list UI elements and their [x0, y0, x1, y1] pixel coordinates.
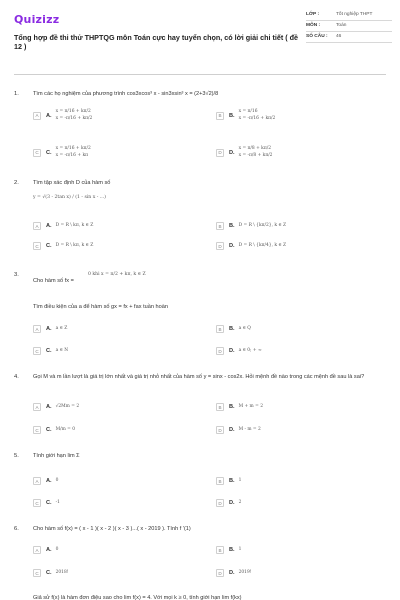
option-b[interactable] — [216, 222, 286, 230]
question-number: 5. — [14, 453, 19, 459]
option-letter: C. — [46, 348, 52, 354]
next-question-partial: Giả sử f(x) là hàm đơn điệu sao cho lim f(x) = 4. Với mọi k ≥ 0, tính giới hạn lim f(kx) — [33, 595, 242, 600]
option-letter: D. — [229, 348, 235, 354]
option-letter: B. — [229, 404, 235, 410]
option-box: B — [216, 222, 224, 230]
option-math: x = -π/16 + kπ — [55, 152, 88, 158]
meta-key: MÔN : — [306, 23, 321, 28]
worksheet-header — [0, 0, 400, 72]
option-c[interactable] — [33, 569, 69, 577]
option-box: C — [33, 347, 41, 355]
option-math: D = R \ kπ, k ∈ Z — [55, 242, 94, 248]
quizizz-logo: Quizizz — [14, 13, 60, 26]
option-math: D = R \ kπ, k ∈ Z — [55, 222, 94, 228]
option-letter: C. — [46, 570, 52, 576]
option-letter: A. — [46, 326, 52, 332]
option-letter: B. — [229, 112, 235, 119]
option-box: C — [33, 569, 41, 577]
option-box: B — [216, 403, 224, 411]
option-letter: C. — [46, 243, 52, 249]
option-a[interactable] — [33, 403, 79, 411]
option-math: 0 — [55, 477, 59, 483]
option-math: 2018! — [55, 569, 69, 575]
option-d[interactable] — [216, 499, 241, 507]
option-d[interactable] — [216, 242, 286, 250]
question-subtext: Tìm điều kiện của a để hàm số gx = fx + fax tuần hoàn — [33, 304, 168, 310]
option-c[interactable] — [33, 426, 75, 434]
question-number: 2. — [14, 180, 19, 186]
option-letter: B. — [229, 478, 235, 484]
option-math: x = π/16 + kπ/2 — [55, 109, 91, 114]
option-c[interactable] — [33, 499, 60, 507]
option-box: C — [33, 499, 41, 507]
option-box: B — [216, 477, 224, 485]
option-letter: D. — [229, 500, 235, 506]
option-a[interactable] — [33, 222, 93, 230]
option-letter: A. — [46, 478, 52, 484]
option-a[interactable] — [33, 477, 58, 485]
option-d[interactable] — [216, 426, 261, 434]
meta-key: SỐ CÂU : — [306, 34, 328, 39]
option-letter: A. — [46, 112, 52, 119]
option-math: a ∈ N — [55, 347, 69, 353]
option-b[interactable] — [216, 325, 251, 333]
option-box: D — [216, 242, 224, 250]
option-box: A — [33, 546, 41, 554]
option-math: 2 — [238, 499, 242, 505]
question-text: Cho hàm số fx = — [33, 278, 74, 284]
option-box: D — [216, 149, 224, 157]
meta-row-class — [306, 10, 392, 21]
option-math: D = R \ {kπ/4}, k ∈ Z — [238, 242, 287, 248]
question-formula: 0 khi x = π/2 + kπ, k ∈ Z — [88, 272, 146, 277]
question-number: 3. — [14, 272, 19, 278]
option-math: 2019! — [238, 569, 252, 575]
option-math: a ∈ Q — [238, 325, 251, 331]
meta-value: 46 — [336, 34, 342, 39]
option-box: C — [33, 149, 41, 157]
option-math: a ∈ 0; + ∞ — [238, 347, 262, 353]
option-letter: B. — [229, 223, 235, 229]
option-box: A — [33, 325, 41, 333]
option-box: A — [33, 112, 41, 120]
option-math: M - m = 2 — [238, 426, 261, 432]
question-text: Tính giới hạn lim Σ — [33, 453, 80, 459]
option-box: C — [33, 242, 41, 250]
option-math: M + m = 2 — [238, 403, 263, 409]
meta-key: LỚP : — [306, 12, 320, 17]
option-letter: C. — [46, 149, 52, 156]
option-letter: B. — [229, 547, 235, 553]
option-a[interactable] — [33, 546, 58, 554]
option-b[interactable] — [216, 546, 241, 554]
option-box: A — [33, 403, 41, 411]
option-letter: A. — [46, 223, 52, 229]
meta-value: Tốt nghiệp THPT — [336, 12, 373, 17]
option-letter: C. — [46, 427, 52, 433]
option-b[interactable] — [216, 109, 275, 122]
option-a[interactable] — [33, 325, 67, 333]
header-divider — [14, 74, 386, 75]
question-number: 4. — [14, 374, 19, 380]
option-math: -1 — [55, 499, 60, 505]
option-math: √2Mm = 2 — [55, 403, 80, 409]
option-math: a ∈ Z — [55, 325, 68, 331]
option-box: D — [216, 347, 224, 355]
question-text: Tìm các họ nghiệm của phương trình cos3xcos³ x - sin3xsin³ x = (2+3√2)/8 — [33, 91, 219, 97]
worksheet-meta — [306, 10, 392, 43]
option-letter: A. — [46, 404, 52, 410]
option-box: C — [33, 426, 41, 434]
option-box: D — [216, 499, 224, 507]
meta-row-count — [306, 32, 392, 43]
option-d[interactable] — [216, 146, 272, 159]
question-text: Tìm tập xác định D của hàm số — [33, 180, 111, 186]
option-math: x = π/16 + kπ/2 — [55, 146, 91, 151]
option-letter: D. — [229, 427, 235, 433]
option-box: B — [216, 112, 224, 120]
option-math: x = -π/16 + kπ/2 — [55, 115, 93, 121]
option-b[interactable] — [216, 403, 263, 411]
option-box: D — [216, 569, 224, 577]
option-box: A — [33, 477, 41, 485]
option-box: B — [216, 325, 224, 333]
option-letter: B. — [229, 326, 235, 332]
option-math: x = π/8 + kπ/2 — [238, 146, 271, 151]
option-letter: A. — [46, 547, 52, 553]
worksheet-title: Tổng hợp đề thi thử THPTQG môn Toán cực hay tuyển chọn, có lời giải chi tiết ( đề 12 ) — [14, 33, 299, 51]
option-a[interactable] — [33, 109, 92, 122]
option-c[interactable] — [33, 146, 91, 159]
option-math: M/m = 0 — [55, 426, 75, 432]
question-number: 6. — [14, 526, 19, 532]
meta-row-subject — [306, 21, 392, 32]
option-box: A — [33, 222, 41, 230]
option-math: 1 — [238, 477, 242, 483]
option-math: 0 — [55, 546, 59, 552]
option-c[interactable] — [33, 242, 93, 250]
option-math: D = R \ {kπ/2}, k ∈ Z — [238, 222, 287, 228]
option-letter: D. — [229, 570, 235, 576]
option-math: x = -π/8 + kπ/2 — [238, 152, 273, 158]
option-b[interactable] — [216, 477, 241, 485]
option-letter: C. — [46, 500, 52, 506]
option-math: 1 — [238, 546, 242, 552]
option-box: D — [216, 426, 224, 434]
question-text: Cho hàm số f(x) = ( x - 1 )( x - 2 )( x - 3 )...( x - 2019 ). Tính f '(1) — [33, 526, 191, 532]
question-formula: y = √(3 - 2tan x) / (1 - sin x - ...) — [33, 195, 106, 200]
option-letter: D. — [229, 149, 235, 156]
option-math: x = -π/16 + kπ/2 — [238, 115, 276, 121]
question-text: Gọi M và m lần lượt là giá trị lớn nhất và giá trị nhỏ nhất của hàm số y = sinx - cos2x. Hỏi mệnh đề nào trong các mệnh đề sau là sai? — [33, 374, 365, 380]
option-box: B — [216, 546, 224, 554]
option-d[interactable] — [216, 347, 262, 355]
option-d[interactable] — [216, 569, 252, 577]
meta-value: Toán — [336, 23, 347, 28]
option-letter: D. — [229, 243, 235, 249]
option-math: x = π/16 — [238, 109, 258, 114]
question-number: 1. — [14, 91, 19, 97]
option-c[interactable] — [33, 347, 68, 355]
